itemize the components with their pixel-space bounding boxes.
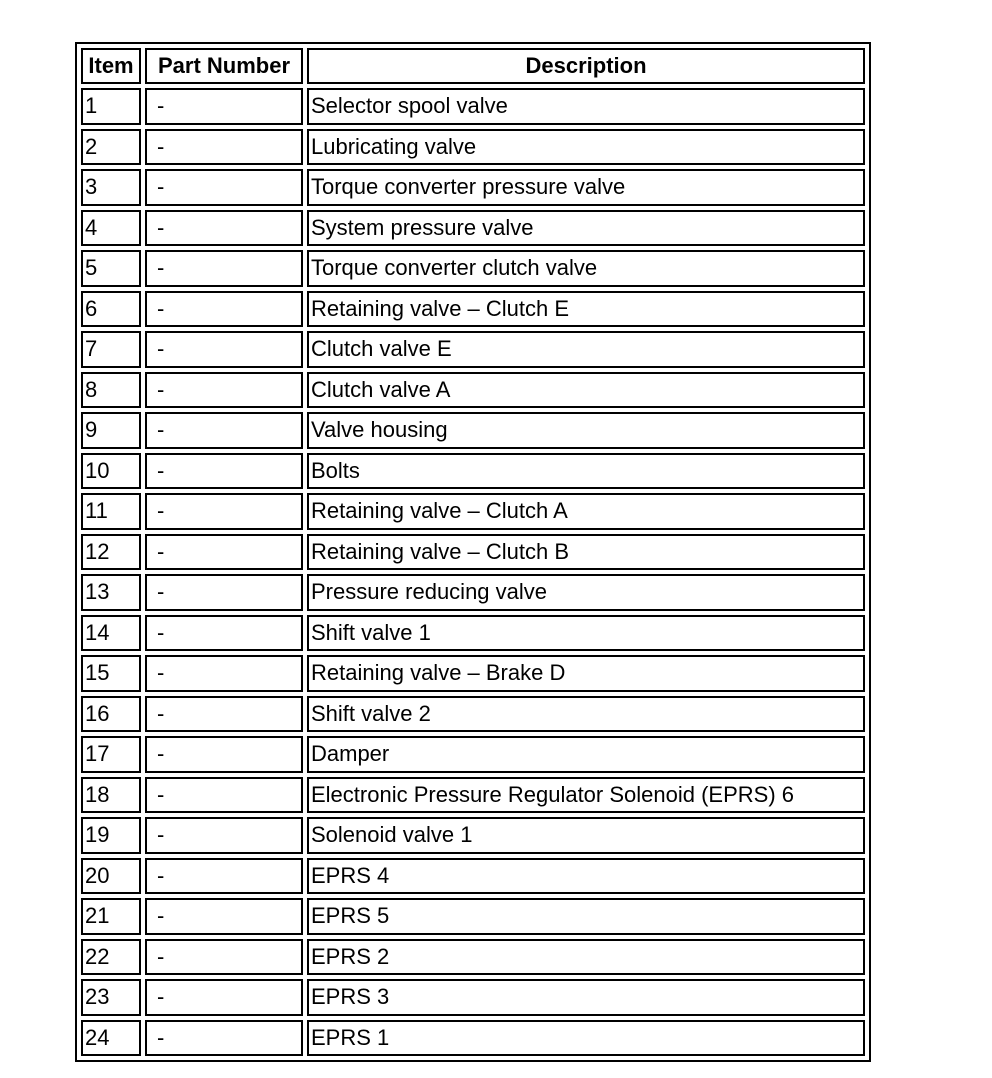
parts-table <box>75 42 871 1062</box>
table-row <box>81 777 865 814</box>
description-cell: Selector spool valve <box>307 88 865 125</box>
description-cell: Lubricating valve <box>307 129 865 166</box>
description-cell: Clutch valve A <box>307 372 865 409</box>
table-row <box>81 655 865 692</box>
description-cell: Solenoid valve 1 <box>307 817 865 854</box>
part-number-cell: - <box>145 939 303 976</box>
part-number-cell: - <box>145 1020 303 1057</box>
item-cell: 6 <box>81 291 141 328</box>
description-cell: Retaining valve – Clutch E <box>307 291 865 328</box>
part-number-cell: - <box>145 412 303 449</box>
part-number-cell: - <box>145 655 303 692</box>
item-cell: 24 <box>81 1020 141 1057</box>
item-cell: 8 <box>81 372 141 409</box>
item-cell: 13 <box>81 574 141 611</box>
header-row <box>81 48 865 84</box>
part-number-cell: - <box>145 696 303 733</box>
header-item: Item <box>81 48 141 84</box>
item-cell: 11 <box>81 493 141 530</box>
table-body <box>81 88 865 1056</box>
table-row <box>81 615 865 652</box>
table-row <box>81 291 865 328</box>
part-number-cell: - <box>145 250 303 287</box>
description-cell: Valve housing <box>307 412 865 449</box>
item-cell: 19 <box>81 817 141 854</box>
part-number-cell: - <box>145 615 303 652</box>
part-number-cell: - <box>145 817 303 854</box>
table-row <box>81 493 865 530</box>
description-cell: EPRS 2 <box>307 939 865 976</box>
item-cell: 2 <box>81 129 141 166</box>
description-cell: EPRS 4 <box>307 858 865 895</box>
item-cell: 22 <box>81 939 141 976</box>
table-row <box>81 574 865 611</box>
description-cell: Pressure reducing valve <box>307 574 865 611</box>
item-cell: 1 <box>81 88 141 125</box>
item-cell: 17 <box>81 736 141 773</box>
description-cell: Bolts <box>307 453 865 490</box>
part-number-cell: - <box>145 88 303 125</box>
description-cell: EPRS 5 <box>307 898 865 935</box>
table-row <box>81 898 865 935</box>
item-cell: 7 <box>81 331 141 368</box>
item-cell: 20 <box>81 858 141 895</box>
item-cell: 5 <box>81 250 141 287</box>
table-row <box>81 696 865 733</box>
header-part-number: Part Number <box>145 48 303 84</box>
description-cell: EPRS 3 <box>307 979 865 1016</box>
item-cell: 4 <box>81 210 141 247</box>
item-cell: 21 <box>81 898 141 935</box>
description-cell: Shift valve 2 <box>307 696 865 733</box>
table-row <box>81 858 865 895</box>
description-cell: System pressure valve <box>307 210 865 247</box>
table-row <box>81 250 865 287</box>
part-number-cell: - <box>145 858 303 895</box>
part-number-cell: - <box>145 129 303 166</box>
table-header <box>81 48 865 84</box>
part-number-cell: - <box>145 574 303 611</box>
description-cell: Shift valve 1 <box>307 615 865 652</box>
part-number-cell: - <box>145 169 303 206</box>
part-number-cell: - <box>145 372 303 409</box>
part-number-cell: - <box>145 291 303 328</box>
table-row <box>81 412 865 449</box>
item-cell: 14 <box>81 615 141 652</box>
table-row <box>81 736 865 773</box>
header-description: Description <box>307 48 865 84</box>
description-cell: Retaining valve – Clutch A <box>307 493 865 530</box>
item-cell: 18 <box>81 777 141 814</box>
part-number-cell: - <box>145 777 303 814</box>
item-cell: 12 <box>81 534 141 571</box>
table-row <box>81 129 865 166</box>
table-row <box>81 372 865 409</box>
part-number-cell: - <box>145 210 303 247</box>
table-row <box>81 979 865 1016</box>
part-number-cell: - <box>145 736 303 773</box>
item-cell: 3 <box>81 169 141 206</box>
part-number-cell: - <box>145 534 303 571</box>
table-row <box>81 453 865 490</box>
table-row <box>81 210 865 247</box>
table-row <box>81 534 865 571</box>
table-row <box>81 331 865 368</box>
table-row <box>81 169 865 206</box>
item-cell: 23 <box>81 979 141 1016</box>
description-cell: Retaining valve – Brake D <box>307 655 865 692</box>
description-cell: Damper <box>307 736 865 773</box>
item-cell: 16 <box>81 696 141 733</box>
description-cell: Clutch valve E <box>307 331 865 368</box>
description-cell: Electronic Pressure Regulator Solenoid (EPRS) 6 <box>307 777 865 814</box>
part-number-cell: - <box>145 979 303 1016</box>
part-number-cell: - <box>145 453 303 490</box>
description-cell: Retaining valve – Clutch B <box>307 534 865 571</box>
part-number-cell: - <box>145 331 303 368</box>
item-cell: 9 <box>81 412 141 449</box>
table-row <box>81 1020 865 1057</box>
item-cell: 15 <box>81 655 141 692</box>
part-number-cell: - <box>145 898 303 935</box>
description-cell: Torque converter pressure valve <box>307 169 865 206</box>
table-row <box>81 939 865 976</box>
description-cell: Torque converter clutch valve <box>307 250 865 287</box>
part-number-cell: - <box>145 493 303 530</box>
table-row <box>81 817 865 854</box>
table-row <box>81 88 865 125</box>
description-cell: EPRS 1 <box>307 1020 865 1057</box>
item-cell: 10 <box>81 453 141 490</box>
